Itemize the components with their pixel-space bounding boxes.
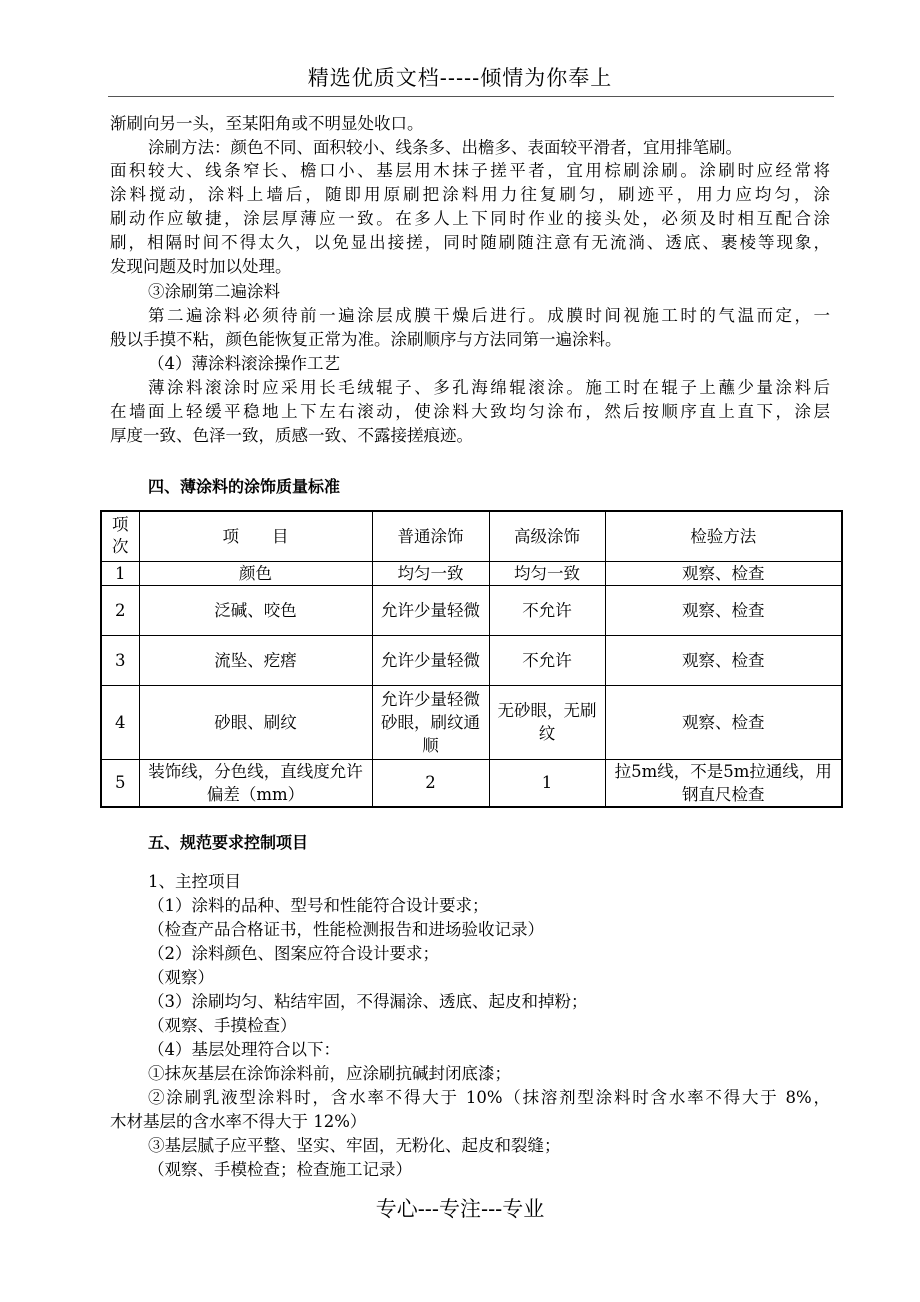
list-item: （观察、手模检查；检查施工记录） (148, 1160, 412, 1179)
table-cell: 无砂眼，无刷纹 (489, 685, 605, 759)
paragraph-line: 刷动作应敏捷，涂层厚薄应一致。在多人上下同时作业的接头处，必须及时相互配合涂 (110, 209, 830, 228)
table-cell: 拉5m线，不是5m拉通线，用钢直尺检查 (605, 759, 842, 807)
section-heading: 四、薄涂料的涂饰质量标准 (148, 477, 341, 496)
table-row (101, 759, 842, 807)
table-cell: 装饰线，分色线，直线度允许偏差（mm） (139, 759, 372, 807)
subheading: ③涂刷第二遍涂料 (148, 282, 280, 301)
table-row (101, 561, 842, 585)
list-item: （4）基层处理符合以下： (148, 1040, 340, 1059)
table-cell: 允许少量轻微 (372, 635, 489, 685)
list-item: （2）涂料颜色、图案应符合设计要求； (148, 944, 439, 963)
quality-standard-table (100, 510, 843, 808)
table-cell: 不允许 (489, 585, 605, 635)
table-cell: 5 (101, 759, 139, 807)
paragraph-line: 刷，相隔时间不得太久，以免显出接搓，同时随刷随注意有无流淌、透底、裹棱等现象， (110, 233, 830, 252)
list-item: （1）涂料的品种、型号和性能符合设计要求； (148, 896, 489, 915)
table-row (101, 635, 842, 685)
table-header-row (101, 511, 842, 561)
table-cell: 砂眼、刷纹 (139, 685, 372, 759)
table-cell: 4 (101, 685, 139, 759)
paragraph-line: 般以手摸不粘，颜色能恢复正常为准。涂刷顺序与方法同第一遍涂料。 (110, 330, 622, 349)
list-item: （3）涂刷均匀、粘结牢固，不得漏涂、透底、起皮和掉粉； (148, 992, 588, 1011)
section-heading: 五、规范要求控制项目 (148, 833, 309, 852)
list-item: ①抹灰基层在涂饰涂料前，应涂刷抗碱封闭底漆； (148, 1064, 511, 1083)
subheading: （4）薄涂料滚涂操作工艺 (148, 354, 340, 373)
paragraph-line: 面积较大、线条窄长、檐口小、基层用木抹子搓平者，宜用棕刷涂刷。涂刷时应经常将 (110, 161, 830, 180)
table-cell: 泛碱、咬色 (139, 585, 372, 635)
table-cell: 颜色 (139, 561, 372, 585)
list-item: 木材基层的含水率不得大于 12%） (110, 1112, 367, 1131)
page-footer: 专心---专注---专业 (375, 1197, 545, 1221)
paragraph-line: 在墙面上轻缓平稳地上下左右滚动，使涂料大致均匀涂布，然后按顺序直上直下，涂层 (110, 402, 830, 421)
paragraph-line: 渐刷向另一头，至某阳角或不明显处收口。 (110, 114, 424, 133)
header-divider (108, 96, 834, 97)
table-cell: 允许少量轻微砂眼，刷纹通顺 (372, 685, 489, 759)
paragraph-line: 薄涂料滚涂时应采用长毛绒辊子、多孔海绵辊滚涂。施工时在辊子上蘸少量涂料后 (148, 378, 830, 397)
table-cell: 1 (489, 759, 605, 807)
column-header: 高级涂饰 (489, 511, 605, 561)
column-header: 项 目 (139, 511, 372, 561)
table-cell: 观察、检查 (605, 685, 842, 759)
table-cell: 1 (101, 561, 139, 585)
paragraph-line: 涂刷方法：颜色不同、面积较小、线条多、出檐多、表面较平滑者，宜用排笔刷。 (148, 138, 742, 157)
table-cell: 允许少量轻微 (372, 585, 489, 635)
table-cell: 观察、检查 (605, 585, 842, 635)
paragraph-line: 发现问题及时加以处理。 (110, 257, 292, 276)
table-cell: 3 (101, 635, 139, 685)
table-cell: 观察、检查 (605, 635, 842, 685)
list-item: ③基层腻子应平整、坚实、牢固，无粉化、起皮和裂缝； (148, 1136, 561, 1155)
table-cell: 观察、检查 (605, 561, 842, 585)
column-header: 检验方法 (605, 511, 842, 561)
table-cell: 均匀一致 (372, 561, 489, 585)
list-item: ②涂刷乳液型涂料时，含水率不得大于 10%（抹溶剂型涂料时含水率不得大于 8%， (148, 1088, 830, 1107)
list-item: 1、主控项目 (148, 872, 241, 891)
table-cell: 流坠、疙瘩 (139, 635, 372, 685)
paragraph-line: 厚度一致、色泽一致，质感一致、不露接搓痕迹。 (110, 426, 473, 445)
paragraph-line: 涂料搅动，涂料上墙后，随即用原刷把涂料用力往复刷匀，刷迹平，用力应均匀，涂 (110, 185, 830, 204)
list-item: （观察、手摸检查） (148, 1016, 297, 1035)
page-header: 精选优质文档-----倾情为你奉上 (307, 66, 613, 90)
column-header: 项次 (101, 511, 139, 561)
paragraph-line: 第二遍涂料必须待前一遍涂层成膜干燥后进行。成膜时间视施工时的气温而定，一 (148, 306, 830, 325)
list-item: （检查产品合格证书，性能检测报告和进场验收记录） (148, 920, 544, 939)
column-header: 普通涂饰 (372, 511, 489, 561)
table-cell: 不允许 (489, 635, 605, 685)
list-item: （观察） (148, 968, 214, 987)
table-cell: 均匀一致 (489, 561, 605, 585)
table-cell: 2 (372, 759, 489, 807)
table-cell: 2 (101, 585, 139, 635)
table-row (101, 585, 842, 635)
table-row (101, 685, 842, 759)
